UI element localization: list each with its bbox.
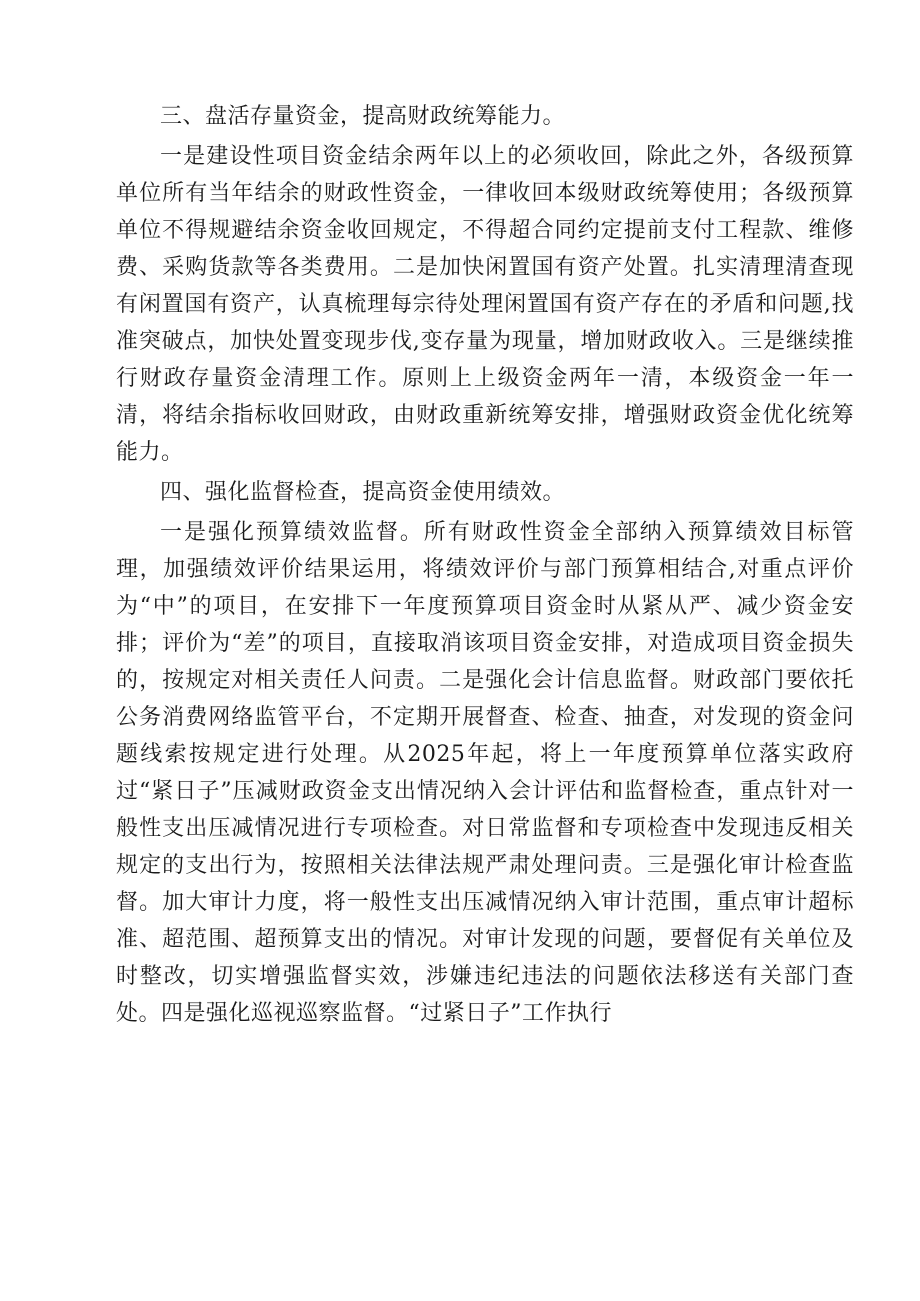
section-body-4: 一是强化预算绩效监督。所有财政性资金全部纳入预算绩效目标管理，加强绩效评价结果运用，将绩效评价与部门预算相结合,对重点评价为“中”的项目，在安排下一年度预算项目资金时从紧从严、减少资金安排；评价为“差”的项目，直接取消该项目资金安排，对造成项目资金损失的，按规定对相关责任人问责。二是强化会计信息监督。财政部门要依托公务消费网络监管平台，不定期开展督查、检查、抽查，对发现的资金问题线索按规定进行处理。从2025年起，将上一年度预算单位落实政府过“紧日子”压减财政资金支出情况纳入会计评估和监督检查，重点针对一般性支出压减情况进行专项检查。对日常监督和专项检查中发现违反相关规定的支出行为，按照相关法律法规严肃处理问责。三是强化审计检查监督。加大审计力度，将一般性支出压减情况纳入审计范围，重点审计超标准、超范围、超预算支出的情况。对审计发现的问题，要督促有关单位及时整改，切实增强监督实效，涉嫌违纪违法的问题依法移送有关部门查处。四是强化巡视巡察监督。“过紧日子”工作执行 xyxy=(116,520,854,1026)
document-page xyxy=(116,98,854,1032)
section-heading-3: 三、盘活存量资金，提高财政统筹能力。 xyxy=(160,104,566,129)
section-body-3: 一是建设性项目资金结余两年以上的必须收回，除此之外，各级预算单位所有当年结余的财政性资金，一律收回本级财政统筹使用；各级预算单位不得规避结余资金收回规定，不得超合同约定提前支付工程款、维修费、采购货款等各类费用。二是加快闲置国有资产处置。扎实清理清查现有闲置国有资产，认真梳理每宗待处理闲置国有资产存在的矛盾和问题,找准突破点，加快处置变现步伐,变存量为现量，增加财政收入。三是继续推行财政存量资金清理工作。原则上上级资金两年一清，本级资金一年一清，将结余指标收回财政，由财政重新统筹安排，增强财政资金优化统筹能力。 xyxy=(116,144,854,465)
section-heading-4: 四、强化监督检查，提高资金使用绩效。 xyxy=(160,480,566,505)
